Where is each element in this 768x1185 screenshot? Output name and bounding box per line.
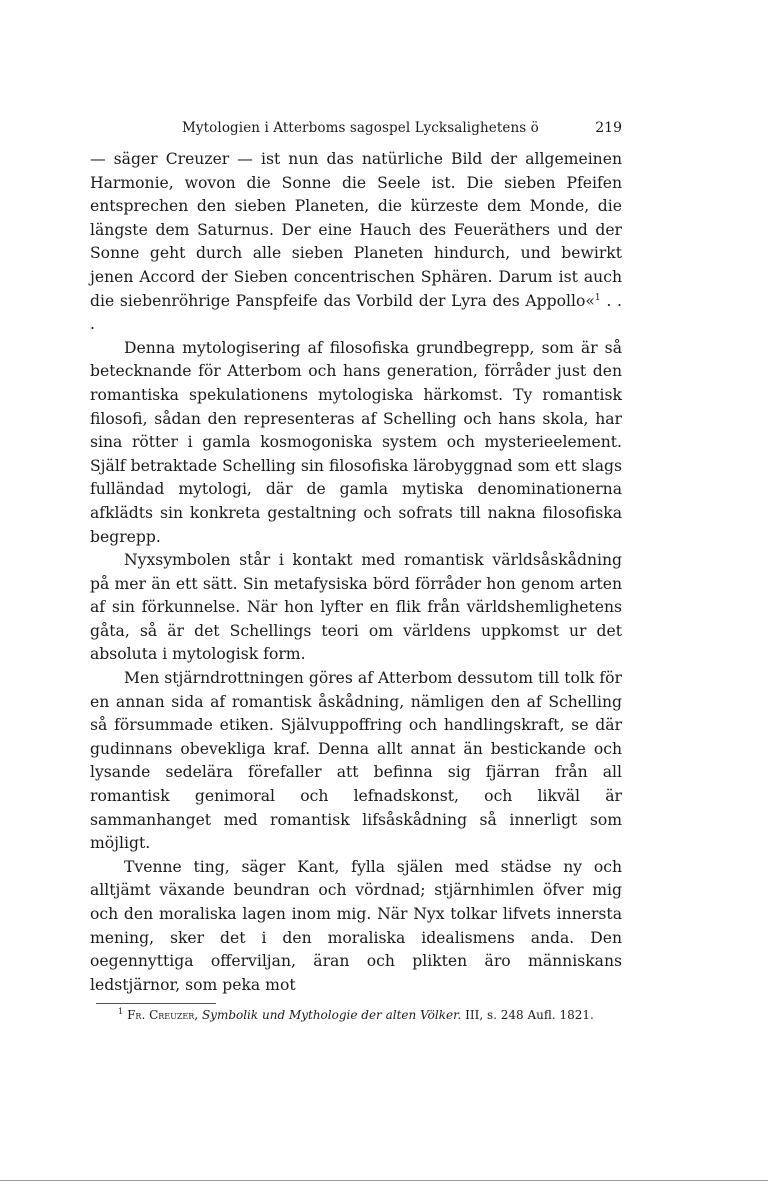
body-text bbox=[90, 148, 622, 997]
paragraph-1-text: — säger Creuzer — ist nun das natürliche Bild der allgemeinen Harmonie, wovon die Sonne die Seele ist. Die sieben Pfeifen entsprechen den sieben Planeten, die kürzeste dem Monde, die längste dem Saturnus. Der eine Hauch des Feueräthers und der Sonne geht durch alle sieben Planeten hindurch, und bewirkt jenen Accord der Sieben concentrischen Sphären. Darum ist auch die siebenröhrige Panspfeife das Vorbild der Lyra des Appollo« bbox=[90, 150, 622, 310]
paragraph-4: Men stjärndrottningen göres af Atterbom dessutom till tolk för en annan sida af romantisk åskådning, nämligen den af Schelling så försummade etiken. Självuppoffring och handlingskraft, se där gudinnans obevekliga kraf. Denna allt annat än bestickande och lysande sedelära förefaller att befinna sig fjärran från all romantisk genimoral och lefnadskonst, och likväl är sammanhanget med romantisk lifsåskådning så innerligt som möjligt. bbox=[90, 669, 622, 853]
paragraph-3: Nyxsymbolen står i kontakt med romantisk världsåskådning på mer än ett sätt. Sin metafysiska börd förråder hon genom arten af sin förkunnelse. När hon lyfter en flik från världshemlighetens gåta, så är det Schellings teori om världens uppkomst ur det absoluta i mytologisk form. bbox=[90, 551, 622, 664]
paragraph-5: Tvenne ting, säger Kant, fylla själen med städse ny och alltjämt växande beundran och vördnad; stjärnhimlen öfver mig och den moraliska lagen inom mig. När Nyx tolkar lifvets innersta mening, sker det i den moraliska idealismens anda. Den oegennyttiga offerviljan, äran och plikten äro människans ledstjärnor, som peka mot bbox=[90, 857, 622, 994]
running-header bbox=[90, 118, 622, 140]
running-title: Mytologien i Atterboms sagospel Lycksalighetens ö bbox=[182, 120, 539, 136]
page-number: 219 bbox=[595, 120, 622, 136]
paragraph-2: Denna mytologisering af filosofiska grundbegrepp, som är så betecknande för Atterbom och hans generation, förråder just den romantiska spekulationens mytologiska härkomst. Ty romantisk filosofi, sådan den representeras af Schelling och hans skola, har sina rötter i gamla kosmogoniska system och mysterieelement. Själf betraktade Schelling sin filosofiska lärobyggnad som ett slags fulländad mytologi, där de gamla mytiska denominationerna afklädts sin konkreta gestaltning och sofrats till nakna filosofiska begrepp. bbox=[90, 338, 622, 546]
book-page bbox=[90, 118, 622, 1023]
footnote bbox=[90, 1008, 622, 1023]
footnote-work-title: Symbolik und Mythologie der alten Völker. bbox=[201, 1008, 462, 1023]
paragraph-1 bbox=[90, 148, 622, 337]
footnote-citation: III, s. 248 Aufl. 1821. bbox=[461, 1008, 594, 1023]
paragraph-1-tail: . . . bbox=[90, 291, 622, 334]
footnote-marker: 1 bbox=[118, 1007, 124, 1017]
footnote-author: Fr. Creuzer, bbox=[127, 1008, 199, 1023]
footnote-divider bbox=[96, 1003, 216, 1004]
footnote-reference: 1 bbox=[594, 292, 601, 303]
scan-edge-line bbox=[0, 1180, 768, 1181]
